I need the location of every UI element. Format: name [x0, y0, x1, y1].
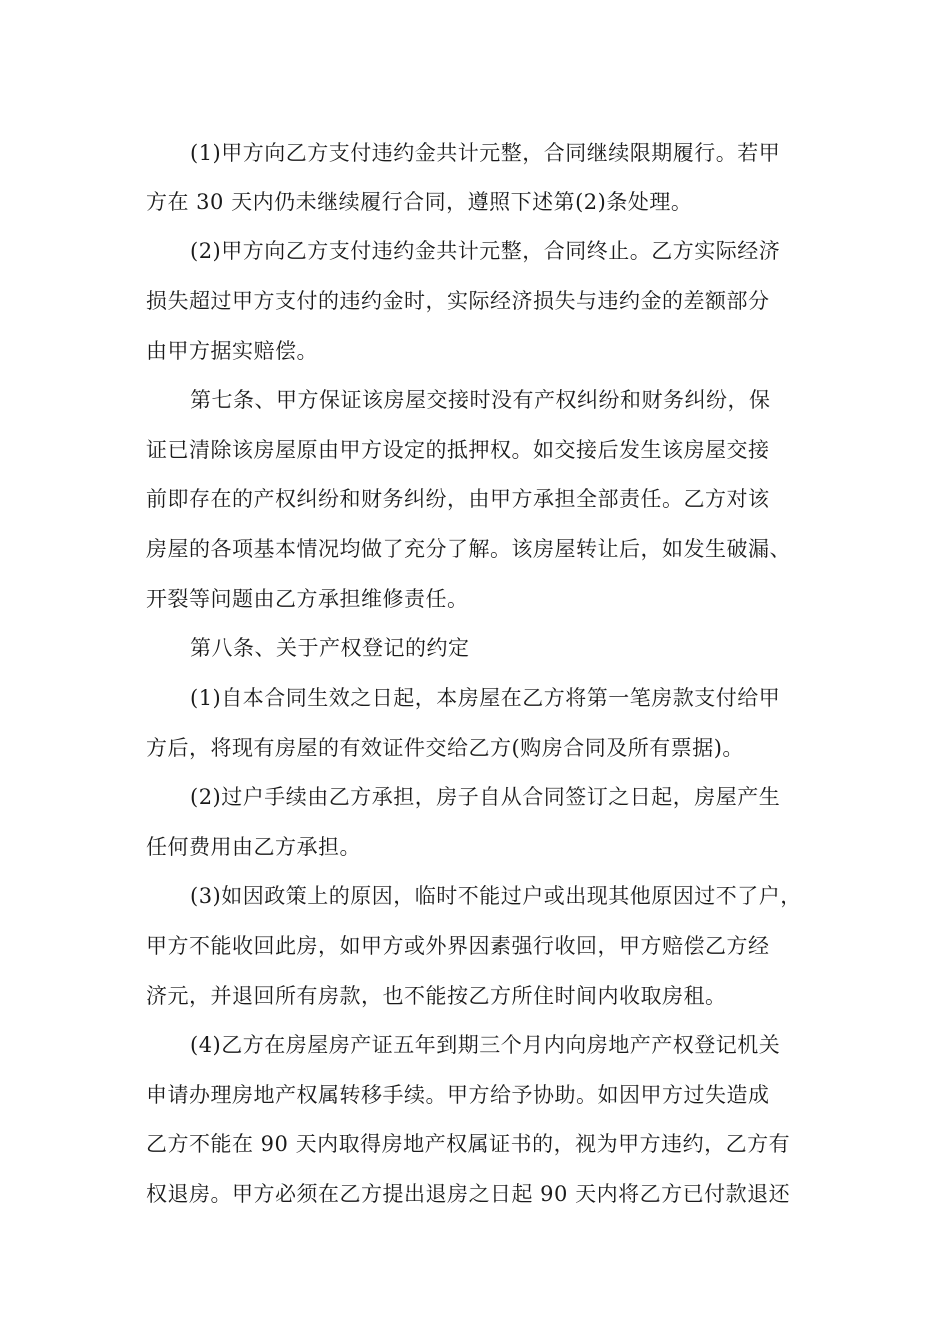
text-line: 任何费用由乙方承担。: [146, 835, 361, 859]
text-line: 由甲方据实赔偿。: [146, 339, 318, 363]
text-line: 权退房。甲方必须在乙方提出退房之日起 90 天内将乙方已付款退还: [146, 1182, 791, 1206]
text-line: (2)过户手续由乙方承担，房子自从合同签订之日起，房屋产生: [190, 785, 781, 809]
text-line: (3)如因政策上的原因，临时不能过户或出现其他原因过不了户，: [190, 884, 802, 908]
text-line: 方后，将现有房屋的有效证件交给乙方(购房合同及所有票据)。: [146, 736, 744, 760]
text-line: 乙方不能在 90 天内取得房地产权属证书的，视为甲方违约，乙方有: [146, 1132, 791, 1156]
text-line: 前即存在的产权纠纷和财务纠纷，由甲方承担全部责任。乙方对该: [146, 487, 770, 511]
text-line: (2)甲方向乙方支付违约金共计元整，合同终止。乙方实际经济: [190, 239, 781, 263]
text-line: 方在 30 天内仍未继续履行合同，遵照下述第(2)条处理。: [146, 190, 693, 214]
text-line: 济元，并退回所有房款，也不能按乙方所住时间内收取房租。: [146, 984, 727, 1008]
text-line: 房屋的各项基本情况均做了充分了解。该房屋转让后，如发生破漏、: [146, 537, 791, 561]
text-line: 第七条、甲方保证该房屋交接时没有产权纠纷和财务纠纷，保: [190, 388, 771, 412]
text-line: (4)乙方在房屋房产证五年到期三个月内向房地产产权登记机关: [190, 1033, 781, 1057]
text-line: 甲方不能收回此房，如甲方或外界因素强行收回，甲方赔偿乙方经: [146, 934, 770, 958]
text-line: 开裂等问题由乙方承担维修责任。: [146, 587, 469, 611]
text-line: 损失超过甲方支付的违约金时，实际经济损失与违约金的差额部分: [146, 289, 770, 313]
text-line: 证已清除该房屋原由甲方设定的抵押权。如交接后发生该房屋交接: [146, 438, 770, 462]
section-heading: 第八条、关于产权登记的约定: [190, 636, 470, 660]
text-line: 申请办理房地产权属转移手续。甲方给予协助。如因甲方过失造成: [146, 1083, 770, 1107]
text-line: (1)甲方向乙方支付违约金共计元整，合同继续限期履行。若甲: [190, 141, 781, 165]
text-line: (1)自本合同生效之日起，本房屋在乙方将第一笔房款支付给甲: [190, 686, 781, 710]
